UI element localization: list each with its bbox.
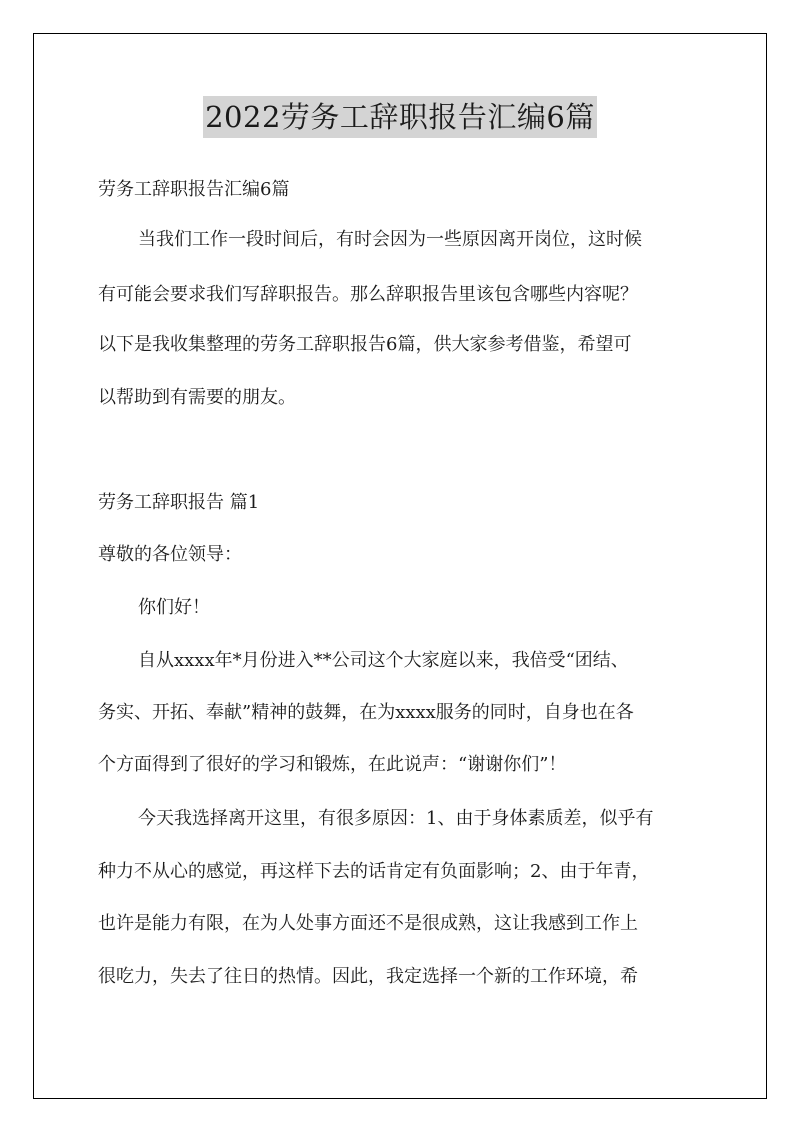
section-heading: 劳务工辞职报告 篇1 (98, 492, 260, 513)
intro-line: 以帮助到有需要的朋友。 (98, 387, 296, 408)
paragraph-line: 务实、开拓、奉献”精神的鼓舞，在为xxxx服务的同时，自身也在各 (98, 702, 634, 723)
greeting: 你们好！ (138, 597, 210, 618)
document-subtitle: 劳务工辞职报告汇编6篇 (98, 179, 290, 200)
paragraph-line: 也许是能力有限，在为人处事方面还不是很成熟，这让我感到工作上 (98, 913, 638, 934)
document-title-text: 2022劳务工辞职报告汇编6篇 (203, 96, 597, 138)
salutation: 尊敬的各位领导： (98, 544, 242, 565)
intro-line: 以下是我收集整理的劳务工辞职报告6篇，供大家参考借鉴，希望可 (98, 334, 632, 355)
paragraph-line: 今天我选择离开这里，有很多原因：1、由于身体素质差，似乎有 (138, 808, 654, 829)
intro-line: 当我们工作一段时间后，有时会因为一些原因离开岗位，这时候 (138, 229, 642, 250)
paragraph-line: 种力不从心的感觉，再这样下去的话肯定有负面影响；2、由于年青， (98, 861, 650, 882)
document-title (0, 96, 800, 138)
intro-line: 有可能会要求我们写辞职报告。那么辞职报告里该包含哪些内容呢？ (98, 284, 638, 305)
paragraph-line: 自从xxxx年*月份进入**公司这个大家庭以来，我倍受“团结、 (138, 650, 629, 671)
paragraph-line: 很吃力，失去了往日的热情。因此，我定选择一个新的工作环境，希 (98, 966, 638, 987)
paragraph-line: 个方面得到了很好的学习和锻炼，在此说声：“谢谢你们”！ (98, 754, 567, 775)
